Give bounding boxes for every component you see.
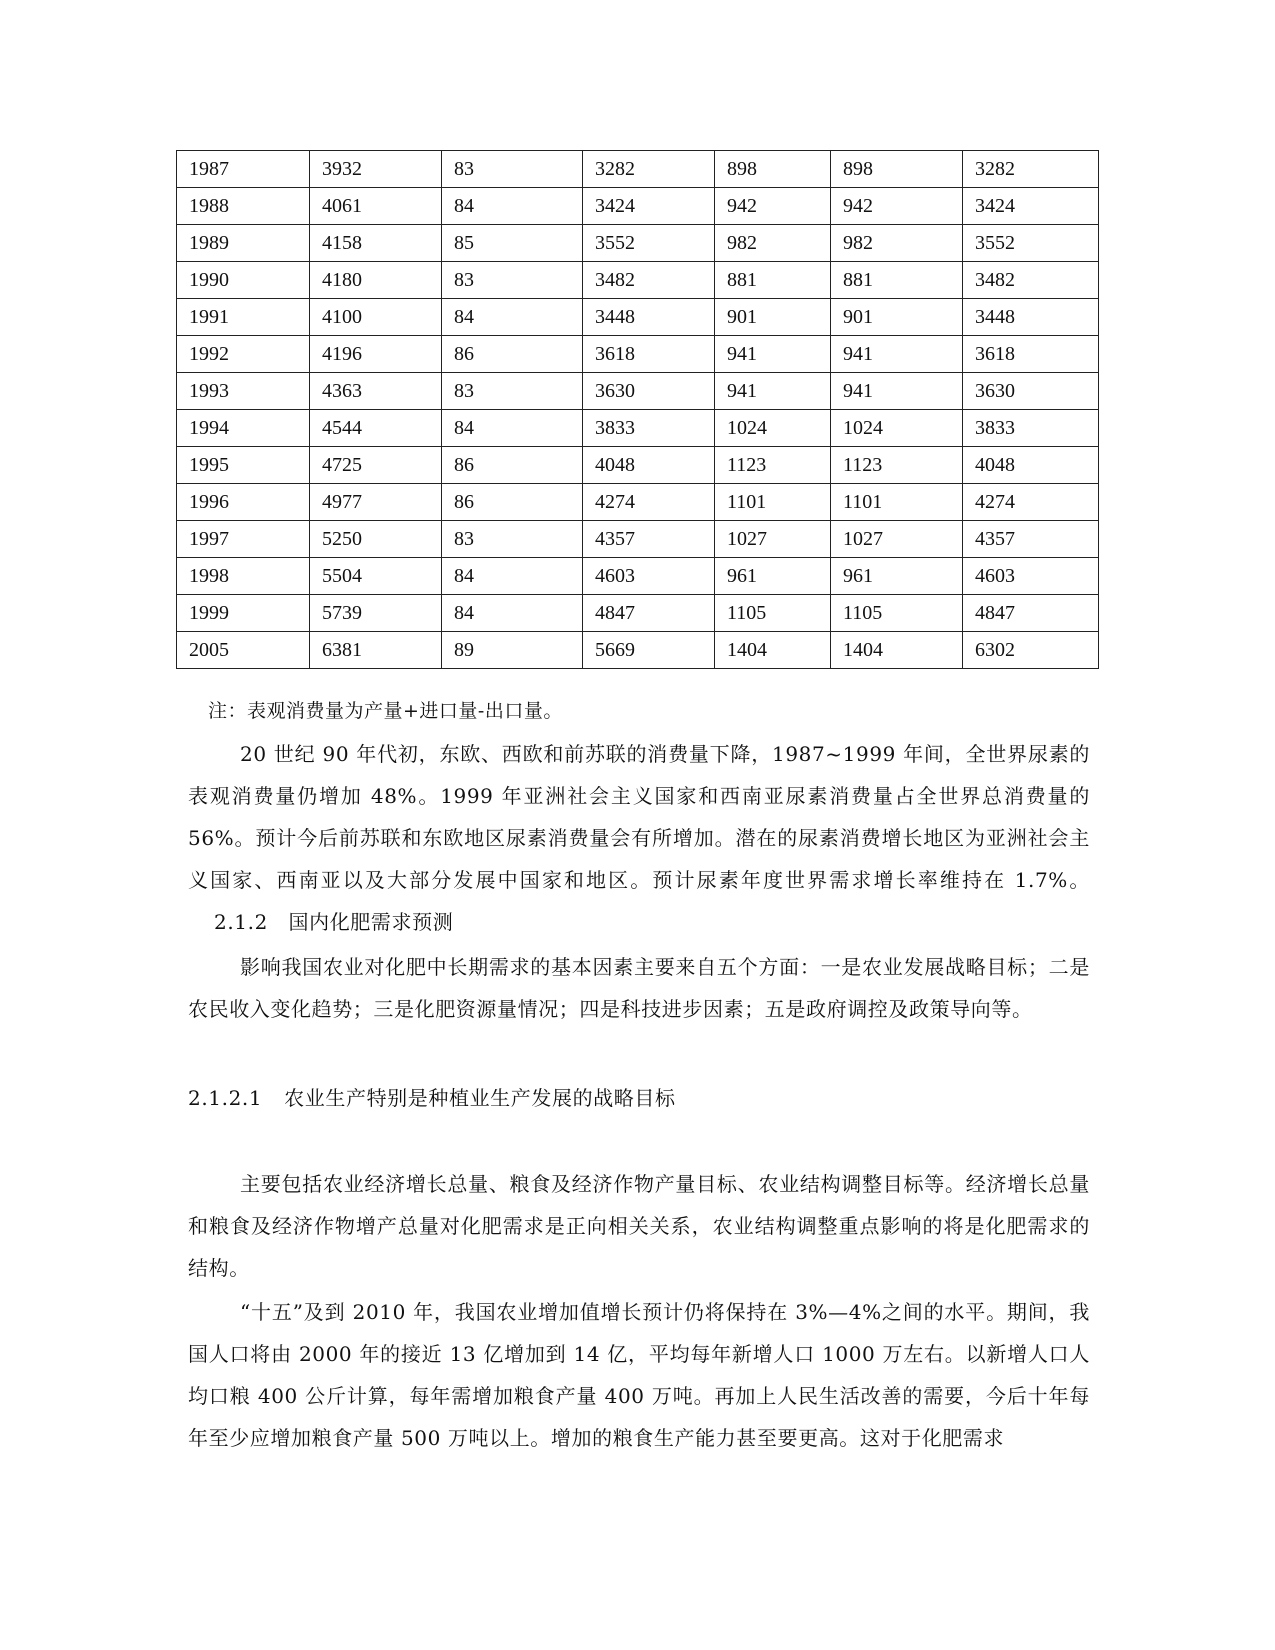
table-cell: 1027 <box>831 521 963 558</box>
table-cell: 3424 <box>583 188 715 225</box>
table-cell: 3618 <box>963 336 1099 373</box>
table-cell: 941 <box>715 336 831 373</box>
table-cell: 1123 <box>715 447 831 484</box>
table-cell: 1991 <box>177 299 310 336</box>
table-cell: 982 <box>831 225 963 262</box>
table-row <box>177 484 1099 521</box>
table-cell: 83 <box>442 151 583 188</box>
table-cell: 961 <box>715 558 831 595</box>
paragraph-targets: 主要包括农业经济增长总量、粮食及经济作物产量目标、农业结构调整目标等。经济增长总量和粮食及经济作物增产总量对化肥需求是正向相关关系，农业结构调整重点影响的将是化肥需求的结构。 <box>188 1172 1090 1280</box>
table-cell: 84 <box>442 595 583 632</box>
table-cell: 1999 <box>177 595 310 632</box>
table-cell: 881 <box>831 262 963 299</box>
table-cell: 89 <box>442 632 583 669</box>
table-cell: 4180 <box>310 262 442 299</box>
table-cell: 1024 <box>831 410 963 447</box>
table-cell: 3482 <box>963 262 1099 299</box>
table-cell: 3833 <box>963 410 1099 447</box>
paragraph-grain-demand: “十五”及到 2010 年，我国农业增加值增长预计仍将保持在 3%—4%之间的水平。期间，我国人口将由 2000 年的接近 13 亿增加到 14 亿，平均每年新增人口 1000 万左右。以新增人口人均口粮 400 公斤计算，每年需增加粮食产量 400 万吨。再加上人民生活改善的需要，今后十年每年至少应增加粮食产量 500 万吨以上。增加的粮食生产能力甚至要更高。这对于化肥需求 <box>188 1300 1090 1450</box>
table-cell: 1404 <box>831 632 963 669</box>
table-cell: 1990 <box>177 262 310 299</box>
table-cell: 1404 <box>715 632 831 669</box>
table-cell: 83 <box>442 262 583 299</box>
table-cell: 3448 <box>963 299 1099 336</box>
table-cell: 2005 <box>177 632 310 669</box>
table-cell: 1996 <box>177 484 310 521</box>
table-row <box>177 188 1099 225</box>
table-cell: 3482 <box>583 262 715 299</box>
table-cell: 3424 <box>963 188 1099 225</box>
table-cell: 3630 <box>963 373 1099 410</box>
table-cell: 84 <box>442 188 583 225</box>
paragraph-world-urea <box>188 733 1090 943</box>
table-cell: 4048 <box>583 447 715 484</box>
table-cell: 901 <box>831 299 963 336</box>
table-row <box>177 225 1099 262</box>
table-row <box>177 336 1099 373</box>
table-cell: 961 <box>831 558 963 595</box>
table-row <box>177 299 1099 336</box>
table-cell: 4196 <box>310 336 442 373</box>
table-cell: 941 <box>831 373 963 410</box>
table-cell: 941 <box>715 373 831 410</box>
table-row <box>177 410 1099 447</box>
table-cell: 1988 <box>177 188 310 225</box>
urea-data-table <box>176 150 1099 669</box>
table-cell: 3448 <box>583 299 715 336</box>
table-cell: 4357 <box>963 521 1099 558</box>
table-cell: 4274 <box>583 484 715 521</box>
table-row <box>177 632 1099 669</box>
paragraph-text: 20 世纪 90 年代初，东欧、西欧和前苏联的消费量下降，1987~1999 年间，全世界尿素的表观消费量仍增加 48%。1999 年亚洲社会主义国家和西南亚尿素消费量占全世界总消费量的 56%。预计今后前苏联和东欧地区尿素消费量会有所增加。潜在的尿素消费增长地区为亚洲社会主义国家、西南亚以及大部分发展中国家和地区。预计尿素年度世界需求增长率维持在 1.7%。 <box>188 742 1090 892</box>
table-cell: 1123 <box>831 447 963 484</box>
table-cell: 84 <box>442 410 583 447</box>
table-cell: 5739 <box>310 595 442 632</box>
table-cell: 84 <box>442 299 583 336</box>
heading-text: 农业生产特别是种植业生产发展的战略目标 <box>284 1086 676 1110</box>
table-row <box>177 558 1099 595</box>
table-cell: 5250 <box>310 521 442 558</box>
table-cell: 1987 <box>177 151 310 188</box>
table-cell: 4357 <box>583 521 715 558</box>
table-row <box>177 262 1099 299</box>
table-cell: 4100 <box>310 299 442 336</box>
table-cell: 4847 <box>963 595 1099 632</box>
table-cell: 941 <box>831 336 963 373</box>
table-row <box>177 521 1099 558</box>
table-note: 注：表观消费量为产量+进口量-出口量。 <box>208 700 563 722</box>
table-cell: 1993 <box>177 373 310 410</box>
table-cell: 4061 <box>310 188 442 225</box>
table-row <box>177 447 1099 484</box>
table-cell: 83 <box>442 373 583 410</box>
table-cell: 4158 <box>310 225 442 262</box>
table-cell: 3833 <box>583 410 715 447</box>
table-cell: 4048 <box>963 447 1099 484</box>
table-cell: 85 <box>442 225 583 262</box>
table-cell: 3552 <box>963 225 1099 262</box>
table-cell: 1989 <box>177 225 310 262</box>
table-cell: 942 <box>831 188 963 225</box>
table-cell: 1992 <box>177 336 310 373</box>
table-cell: 4544 <box>310 410 442 447</box>
table-cell: 83 <box>442 521 583 558</box>
table-row <box>177 151 1099 188</box>
table-cell: 3552 <box>583 225 715 262</box>
table-cell: 1995 <box>177 447 310 484</box>
table-cell: 4274 <box>963 484 1099 521</box>
table-cell: 5504 <box>310 558 442 595</box>
table-cell: 901 <box>715 299 831 336</box>
table-cell: 6381 <box>310 632 442 669</box>
table-cell: 3282 <box>963 151 1099 188</box>
table-cell: 982 <box>715 225 831 262</box>
table-cell: 4603 <box>583 558 715 595</box>
table-cell: 1101 <box>715 484 831 521</box>
table-cell: 3618 <box>583 336 715 373</box>
table-cell: 898 <box>831 151 963 188</box>
table-cell: 4603 <box>963 558 1099 595</box>
table-cell: 1024 <box>715 410 831 447</box>
table-cell: 1994 <box>177 410 310 447</box>
table-cell: 3282 <box>583 151 715 188</box>
table-body <box>177 151 1099 669</box>
table-cell: 3630 <box>583 373 715 410</box>
table-cell: 1998 <box>177 558 310 595</box>
table-cell: 1105 <box>831 595 963 632</box>
table-cell: 4725 <box>310 447 442 484</box>
table-cell: 1997 <box>177 521 310 558</box>
section-heading-2-1-2: 2.1.2 国内化肥需求预测 <box>214 910 454 934</box>
table-cell: 84 <box>442 558 583 595</box>
table-cell: 6302 <box>963 632 1099 669</box>
table-cell: 3932 <box>310 151 442 188</box>
table-cell: 5669 <box>583 632 715 669</box>
table-cell: 86 <box>442 336 583 373</box>
table-cell: 86 <box>442 484 583 521</box>
table-cell: 1101 <box>831 484 963 521</box>
section-heading-2-1-2-1 <box>188 1077 1090 1119</box>
table-row <box>177 373 1099 410</box>
table-cell: 4363 <box>310 373 442 410</box>
table-cell: 1027 <box>715 521 831 558</box>
table-row <box>177 595 1099 632</box>
paragraph-factors: 影响我国农业对化肥中长期需求的基本因素主要来自五个方面：一是农业发展战略目标；二是农民收入变化趋势；三是化肥资源量情况；四是科技进步因素；五是政府调控及政策导向等。 <box>188 955 1090 1021</box>
heading-number: 2.1.2.1 <box>188 1086 263 1110</box>
table-cell: 898 <box>715 151 831 188</box>
table-cell: 881 <box>715 262 831 299</box>
table-cell: 1105 <box>715 595 831 632</box>
table-cell: 86 <box>442 447 583 484</box>
table-cell: 4847 <box>583 595 715 632</box>
table-cell: 942 <box>715 188 831 225</box>
table-cell: 4977 <box>310 484 442 521</box>
